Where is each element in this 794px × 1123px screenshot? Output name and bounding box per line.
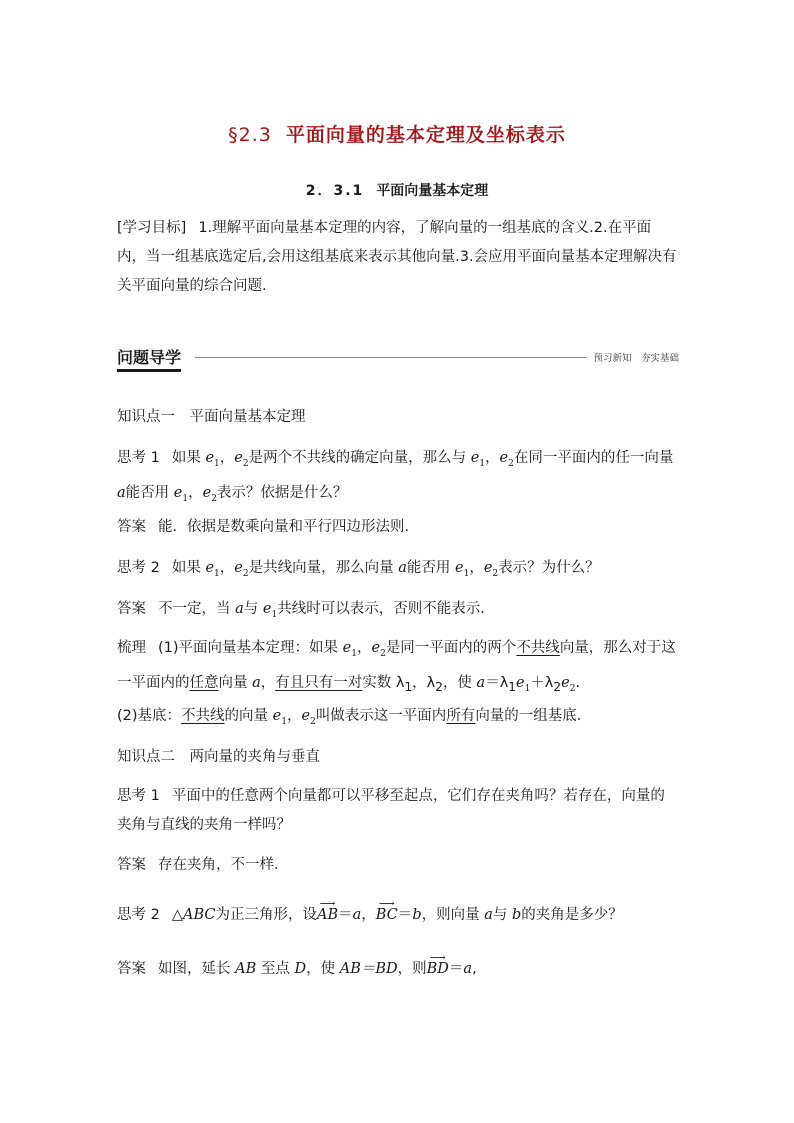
banner-title: 问题导学 bbox=[117, 345, 181, 372]
answer-3: 答案 存在夹角，不一样． bbox=[117, 857, 289, 873]
equation-AB-BD: AB＝BD bbox=[339, 961, 398, 977]
think-label: 思考 1 bbox=[117, 450, 160, 466]
knowledge-point-1-heading: 知识点一 平面向量基本定理 bbox=[117, 409, 306, 425]
section-banner bbox=[117, 345, 679, 371]
vector-e1: $e_1$ bbox=[205, 560, 220, 579]
knowledge-point-2-heading: 知识点二 两向量的夹角与垂直 bbox=[117, 749, 320, 765]
summary-2: (2)基底：不共线的向量 $e_1$，$e_2$叫做表示这一平面内所有向量的一组基底． bbox=[117, 708, 592, 727]
summary-1: 梳理 (1)平面向量基本定理：如果 $e_1$，$e_2$是同一平面内的两个不共线向量，那么对于这一平面内的任意向量 a，有且只有一对实数 $\lambda_1$，$\lambda_2$，使 $a=\lambda_1e_1+\lambda_2e_2$. bbox=[117, 640, 676, 694]
think-2: 思考 2 如果 $e_1$，$e_2$是共线向量，那么向量 a能否用 $e_1$，$e_2$表示？为什么？ bbox=[117, 560, 600, 579]
vector-a: a bbox=[252, 674, 261, 691]
vector-e2: $e_2$ bbox=[371, 640, 386, 659]
point-D: D bbox=[294, 961, 307, 977]
think-1: 思考 1 如果 $e_1$，$e_2$是两个不共线的确定向量，那么与 $e_1$，$e_2$在同一平面内的任一向量 a能否用 $e_1$，$e_2$表示？依据是什么？ bbox=[117, 450, 674, 504]
vector-e2: $e_2$ bbox=[499, 450, 514, 469]
vector-e2: $e_2$ bbox=[234, 450, 249, 469]
vector-e2: $e_2$ bbox=[301, 708, 316, 727]
vector-a: a bbox=[476, 674, 486, 691]
section-title bbox=[0, 120, 794, 147]
section-number: §2.3 bbox=[228, 124, 272, 146]
vector-BD: ⟶ BD bbox=[427, 961, 449, 977]
underlined-term: 不共线 bbox=[181, 708, 225, 724]
answer-2: 答案 不一定，当 a与 $e_1$共线时可以表示，否则不能表示． bbox=[117, 601, 495, 620]
vector-a: a bbox=[352, 907, 362, 923]
think-3: 思考 1 平面中的任意两个向量都可以平移至起点，它们存在夹角吗？若存在，向量的夹角与直线的夹角一样吗？ bbox=[117, 788, 665, 833]
vector-e1: $e_1$ bbox=[205, 450, 220, 469]
vector-e1: $e_1$ bbox=[272, 708, 287, 727]
answer-4: 答案 如图，延长 AB 至点 D，使 AB＝BD，则⟶ BD＝a, bbox=[117, 957, 679, 978]
vector-e1: $e_1$ bbox=[173, 484, 189, 504]
section-title-text: 平面向量的基本定理及坐标表示 bbox=[285, 124, 566, 146]
answer-label: 答案 bbox=[117, 857, 146, 873]
vector-e2: $e_2$ bbox=[202, 484, 217, 504]
banner-rule bbox=[195, 357, 587, 358]
think-label: 思考 2 bbox=[117, 560, 160, 576]
vector-AB: ⟶ AB bbox=[317, 907, 338, 923]
banner-tag: 预习新知 夯实基础 bbox=[593, 353, 679, 364]
subsection-number: 2．3.1 bbox=[305, 183, 365, 199]
vector-e2: $e_2$ bbox=[483, 560, 499, 579]
vector-a: a bbox=[484, 907, 493, 923]
vector-e2: $e_2$ bbox=[234, 560, 249, 579]
think-4: 思考 2 △ABC为正三角形，设⟶ AB＝a，⟶ BC＝b，则向量 a与 b的夹角是多少？ bbox=[117, 903, 679, 924]
answer-label: 答案 bbox=[117, 601, 146, 617]
underlined-term: 所有 bbox=[446, 708, 476, 724]
vector-e1: $e_1$ bbox=[262, 601, 278, 620]
vector-BC: ⟶ BC bbox=[376, 907, 398, 923]
vector-e1: $e_1$ bbox=[515, 674, 531, 694]
vector-a: a bbox=[117, 484, 126, 501]
vector-a: a bbox=[463, 961, 473, 977]
vector-e1: $e_1$ bbox=[470, 450, 486, 469]
objectives-label: [学习目标] bbox=[117, 220, 187, 236]
triangle-name: ABC bbox=[183, 907, 216, 923]
think-label: 思考 1 bbox=[117, 788, 160, 804]
underlined-term: 不共线 bbox=[516, 640, 560, 656]
vector-a: a bbox=[398, 560, 407, 576]
vector-e1: $e_1$ bbox=[454, 560, 470, 579]
underlined-term: 有且只有一对 bbox=[275, 674, 363, 691]
vector-e1: $e_1$ bbox=[342, 640, 357, 659]
summary-label: 梳理 bbox=[117, 640, 146, 656]
segment-AB: AB bbox=[235, 961, 257, 977]
vector-b: b bbox=[512, 907, 522, 923]
vector-b: b bbox=[412, 907, 422, 923]
subsection-title bbox=[0, 180, 794, 200]
objectives-text: 1.理解平面向量基本定理的内容，了解向量的一组基底的含义.2.在平面内，当一组基底选定后,会用这组基底来表示其他向量.3.会应用平面向量基本定理解决有关平面向量的综合问题. bbox=[117, 220, 677, 294]
answer-label: 答案 bbox=[117, 961, 146, 977]
vector-e2: $e_2$ bbox=[561, 674, 576, 694]
vector-a: a bbox=[235, 601, 244, 617]
think-label: 思考 2 bbox=[117, 907, 160, 923]
subsection-title-text: 平面向量基本定理 bbox=[376, 183, 489, 199]
answer-1: 答案 能．依据是数乘向量和平行四边形法则． bbox=[117, 519, 419, 535]
answer-label: 答案 bbox=[117, 519, 146, 535]
underlined-term: 任意 bbox=[189, 674, 219, 691]
learning-objectives bbox=[117, 214, 679, 301]
